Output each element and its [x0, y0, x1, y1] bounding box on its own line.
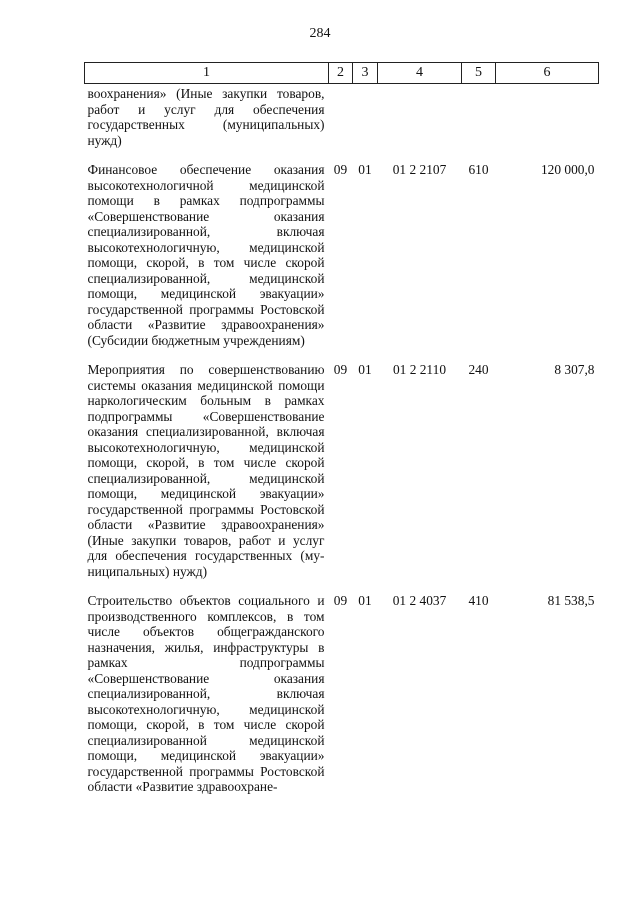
row-target-item-code [378, 84, 462, 149]
row-section-code: 09 [333, 162, 348, 177]
table-header [85, 63, 599, 84]
row-amount: 81 538,5 [547, 593, 595, 608]
row-description: воохранения» (Иные закупки товаров, работ и услуг для обеспечения государственных (муниципальных) нужд) [87, 86, 325, 148]
row-expense-type-code: 410 [468, 593, 489, 608]
row-target-item-code: 01 2 4037 [392, 593, 447, 608]
row-amount: 120 000,0 [540, 162, 595, 177]
table-body [85, 84, 599, 795]
row-target-item-code: 01 2 2110 [392, 362, 447, 377]
column-header-6: 6 [496, 63, 599, 84]
header-row [85, 63, 599, 84]
row-description: Финансовое обеспечение оказания высокотехнологичной медицинской помощи в рамках подпрограммы «Совершенствование оказания специализированной, включая высокотехнологичную, медицинской помощи, скорой, в том числе скорой специализированной, медицинской помощи, медицинской эвакуации» государственной программы Ростовской области «Развитие здравоохранения» (Субсидии бюджетным учреждениям) [87, 162, 325, 348]
row-description: Строительство объектов социального и производственного комплексов, в том числе объектов общегражданского назначения, жилья, инфраструктуры в рамках подпрограммы «Совершенствование оказания специализированной, включая высокотехнологичную, медицинской помощи, скорой, в том числе скорой специализированной медицинской помощи, медицинской эвакуации» государственной программы Ростовской области «Развитие здравоохране- [87, 593, 325, 794]
column-header-2: 2 [329, 63, 353, 84]
row-amount: 8 307,8 [554, 362, 595, 377]
column-header-1: 1 [85, 63, 329, 84]
row-section-code: 09 [333, 362, 348, 377]
budget-table [84, 62, 599, 795]
table-row [85, 348, 599, 579]
row-section-code: 09 [333, 593, 348, 608]
table-row [85, 84, 599, 149]
table-row [85, 148, 599, 348]
row-expense-type-code: 610 [468, 162, 489, 177]
row-expense-type-code: 240 [468, 362, 489, 377]
column-header-3: 3 [353, 63, 378, 84]
row-expense-type-code [462, 84, 496, 149]
row-target-item-code: 01 2 2107 [392, 162, 447, 177]
page-number: 284 [309, 26, 331, 41]
row-amount [496, 84, 599, 149]
row-subsection-code: 01 [358, 593, 372, 608]
column-header-4: 4 [378, 63, 462, 84]
row-subsection-code: 01 [358, 162, 372, 177]
row-description: Мероприятия по совершенствованию системы оказания медицинской помощи наркологическим больным в рамках подпрограммы «Совершенствование оказания специализированной, включая высокотехнологичную, медицинской помощи, скорой, в том числе скорой специализированной, медицинской помощи, медицинской эвакуации» государственной программы Ростовской области «Развитие здравоохранения» (Иные закупки товаров, работ и услуг для обеспечения государственных (муниципальных) нужд) [87, 362, 325, 579]
row-subsection-code [353, 84, 378, 149]
table-row [85, 579, 599, 795]
row-section-code [329, 84, 353, 149]
row-subsection-code: 01 [358, 362, 372, 377]
column-header-5: 5 [462, 63, 496, 84]
